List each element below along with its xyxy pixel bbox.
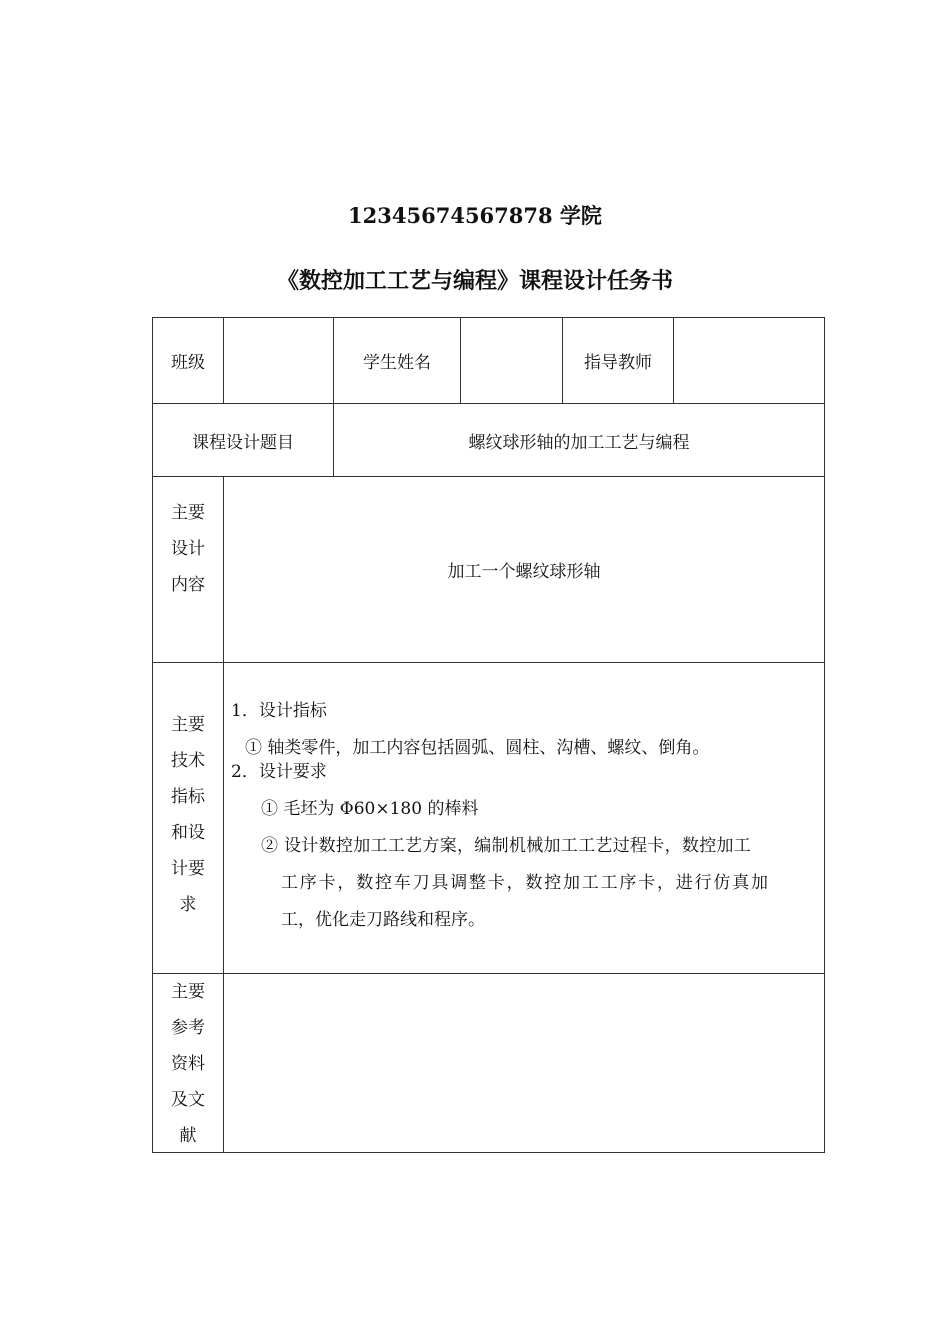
requirements-label-line: 和设	[171, 823, 205, 843]
student-label-cell	[333, 317, 461, 404]
design-content-label-line: 内容	[171, 575, 205, 595]
requirements-item: ① 毛坯为 Φ60×180 的棒料	[261, 799, 479, 819]
document-title: 《数控加工工艺与编程》课程设计任务书	[276, 268, 673, 294]
references-content-cell	[223, 973, 825, 1153]
design-content-label-line: 设计	[171, 539, 205, 559]
references-label-line: 资料	[171, 1054, 205, 1074]
requirements-item: ① 轴类零件，加工内容包括圆弧、圆柱、沟槽、螺纹、倒角。	[245, 738, 710, 758]
requirements-label-line: 技术	[171, 751, 205, 771]
student-value-cell	[460, 317, 563, 404]
topic-value-cell	[333, 403, 825, 477]
design-content-label-line: 主要	[171, 503, 205, 523]
references-label-line: 参考	[171, 1018, 205, 1038]
class-label: 班级	[171, 353, 205, 373]
references-label-line: 及文	[171, 1090, 205, 1110]
teacher-label-cell	[562, 317, 674, 404]
references-label-cell	[152, 973, 224, 1153]
requirements-label-line: 主要	[171, 715, 205, 735]
requirements-label-cell	[152, 662, 224, 974]
requirements-label-line: 计要	[171, 859, 205, 879]
class-value-cell	[223, 317, 334, 404]
teacher-label: 指导教师	[584, 353, 652, 373]
student-label: 学生姓名	[363, 353, 431, 373]
class-label-cell	[152, 317, 224, 404]
requirements-heading-1: 1．设计指标	[231, 701, 327, 721]
requirements-item: ② 设计数控加工工艺方案，编制机械加工工艺过程卡，数控加工	[261, 836, 752, 856]
requirements-item-continued: 工序卡，数控车刀具调整卡，数控加工工序卡，进行仿真加	[281, 873, 770, 893]
topic-label-cell	[152, 403, 334, 477]
requirements-label-line: 求	[179, 895, 197, 915]
references-label-line: 献	[179, 1126, 197, 1146]
topic-value: 螺纹球形轴的加工工艺与编程	[468, 432, 690, 453]
design-content-cell	[223, 476, 825, 663]
teacher-value-cell	[673, 317, 825, 404]
references-label-line: 主要	[171, 982, 205, 1002]
design-content-text: 加工一个螺纹球形轴	[447, 562, 601, 582]
design-content-label-cell	[152, 476, 224, 663]
topic-label: 课程设计题目	[192, 432, 294, 453]
requirements-heading-2: 2．设计要求	[231, 762, 327, 782]
requirements-item-continued: 工，优化走刀路线和程序。	[281, 910, 485, 930]
requirements-label-line: 指标	[171, 787, 205, 807]
school-title: 12345674567878 学院	[348, 203, 602, 228]
